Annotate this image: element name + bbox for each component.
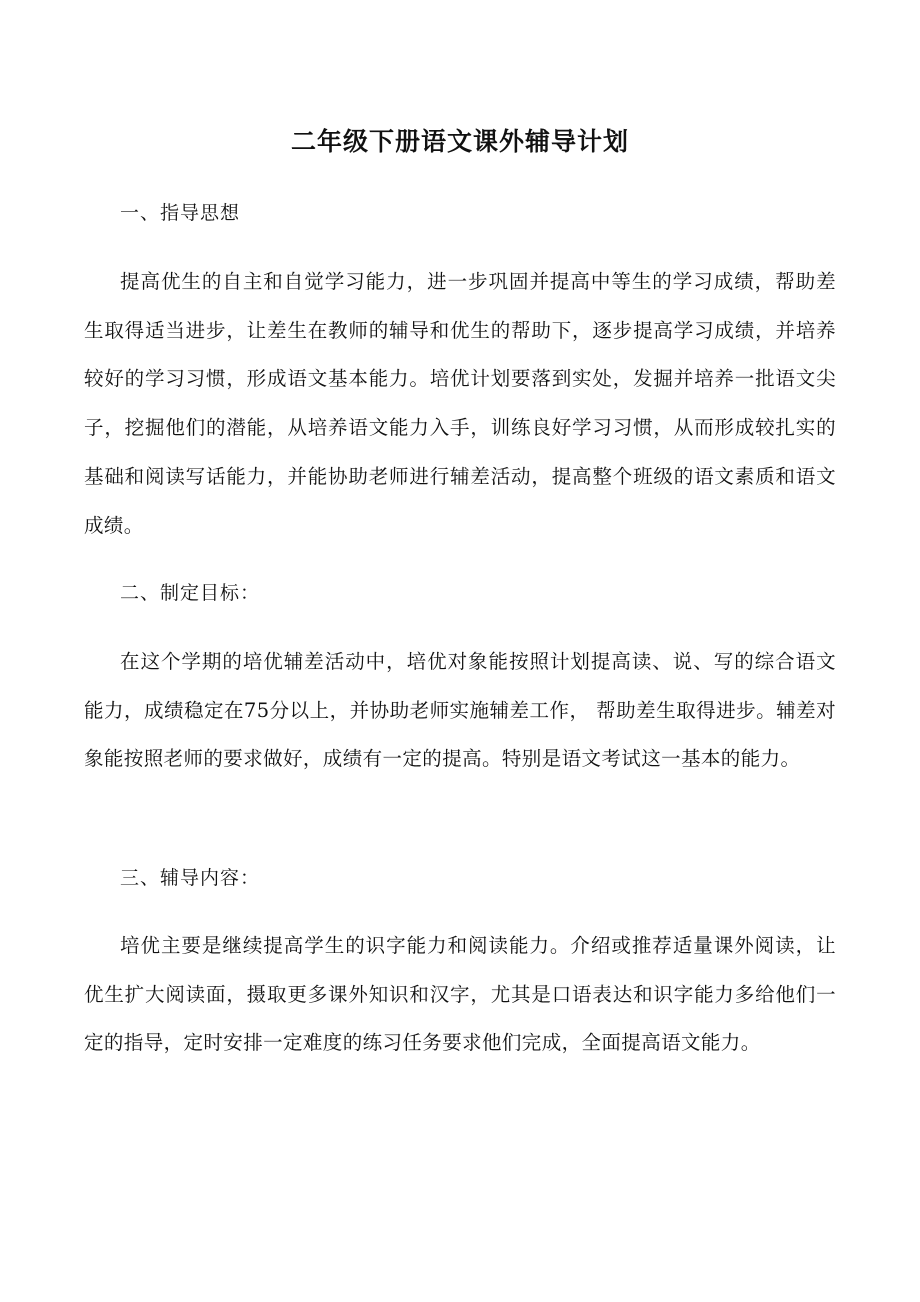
section-heading-content: 三、辅导内容： [120,867,261,889]
document-title: 二年级下册语文课外辅导计划 [290,127,629,156]
section-body-content: 培优主要是继续提高学生的识字能力和阅读能力。介绍或推荐适量课外阅读，让优生扩大阅读面，摄取更多课外知识和汉字，尤其是口语表达和识字能力多给他们一定的指导，定时安排一定难度的练习任务要求他们完成，全面提高语文能力。 [84,934,836,1055]
section-body-goals: 在这个学期的培优辅差活动中，培优对象能按照计划提高读、说、写的综合语文能力，成绩稳定在75分以上，并协助老师实施辅差工作， 帮助差生取得进步。辅差对象能按照老师的要求做好，成绩有一定的提高。特别是语文考试这一基本的能力。 [84,650,836,771]
section-heading-guiding-ideology: 一、指导思想 [120,202,241,224]
section-heading-goals: 二、制定目标： [120,582,261,604]
section-body-guiding-ideology: 提高优生的自主和自觉学习能力，进一步巩固并提高中等生的学习成绩，帮助差生取得适当进步，让差生在教师的辅导和优生的帮助下，逐步提高学习成绩，并培养较好的学习习惯，形成语文基本能力。培优计划要落到实处，发掘并培养一批语文尖子，挖掘他们的潜能，从培养语文能力入手，训练良好学习习惯，从而形成较扎实的基础和阅读写话能力，并能协助老师进行辅差活动，提高整个班级的语文素质和语文成绩。 [84,270,836,537]
